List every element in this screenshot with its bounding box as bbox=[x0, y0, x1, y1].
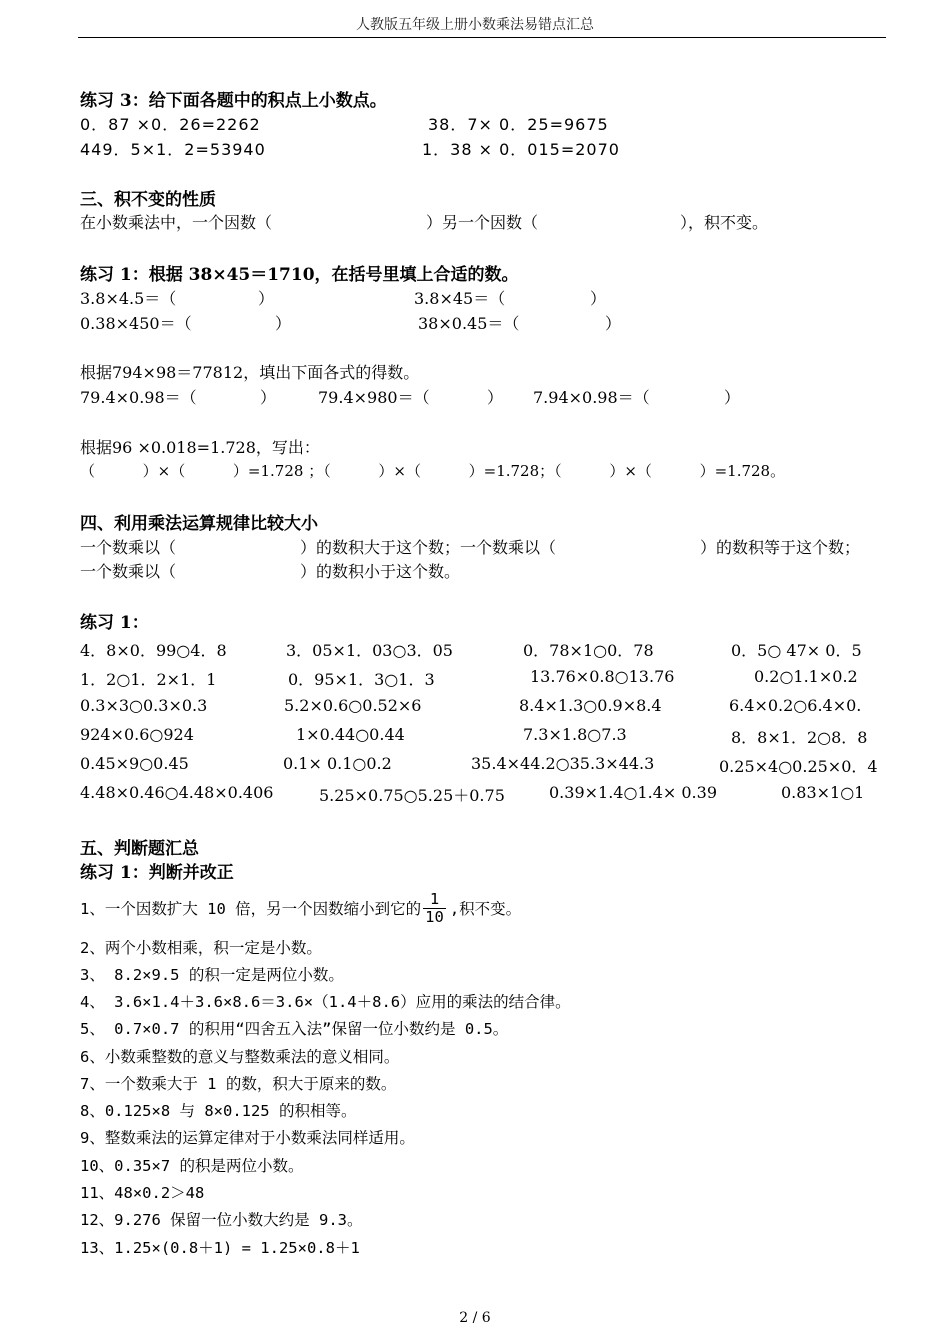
section4-line2-part: 一个数乘以（ bbox=[80, 562, 177, 581]
section4-title: 四、利用乘法运算规律比较大小 bbox=[80, 514, 318, 534]
practice3-item: 38．7× 0．25=9675 bbox=[428, 115, 609, 134]
compare-item: 6.4×0.2○6.4×0. bbox=[729, 696, 862, 715]
judgment-item-1-before: 1、一个因数扩大 10 倍，另一个因数缩小到它的 bbox=[80, 900, 422, 918]
compare-item: 0.39×1.4○1.4× 0.39 bbox=[549, 783, 717, 802]
judgment-item: 9、整数乘法的运算定律对于小数乘法同样适用。 bbox=[80, 1129, 415, 1147]
page-header-title: 人教版五年级上册小数乘法易错点汇总 bbox=[356, 17, 594, 33]
judgment-item: 10、0.35×7 的积是两位小数。 bbox=[80, 1157, 304, 1175]
compare-item: 13.76×0.8○13.76 bbox=[530, 667, 675, 686]
compare-item: 0．95×1．3○1．3 bbox=[288, 670, 435, 689]
section4-line1-part: ）的数积等于这个数； bbox=[700, 538, 861, 557]
compare-item: 0．5○ 47× 0．5 bbox=[731, 641, 862, 660]
section5-practice-title: 练习 1：判断并改正 bbox=[80, 863, 234, 883]
section5-title: 五、判断题汇总 bbox=[80, 839, 199, 859]
judgment-item: 13、1.25×(0.8＋1) = 1.25×0.8＋1 bbox=[80, 1239, 360, 1257]
section4-line1-part: 一个数乘以（ bbox=[80, 538, 177, 557]
exercise794-item: 7.94×0.98＝（ bbox=[533, 388, 650, 407]
compare-item: 1×0.44○0.44 bbox=[296, 725, 405, 744]
exercise794-item-close: ） bbox=[260, 388, 277, 407]
section3-title: 三、积不变的性质 bbox=[80, 190, 216, 210]
compare-item: 924×0.6○924 bbox=[80, 725, 194, 744]
fraction-numerator: 1 bbox=[423, 891, 446, 908]
header-rule bbox=[78, 37, 886, 38]
practice1a-item: 0.38×450＝（ bbox=[80, 314, 192, 333]
exercise794-item: 79.4×0.98＝（ bbox=[80, 388, 197, 407]
judgment-item-1 bbox=[80, 884, 521, 932]
compare-item: 3．05×1．03○3．05 bbox=[286, 641, 453, 660]
compare-item: 0.45×9○0.45 bbox=[80, 754, 189, 773]
compare-item: 8.4×1.3○0.9×8.4 bbox=[519, 696, 662, 715]
judgment-item-1-after: ,积不变。 bbox=[449, 900, 522, 918]
compare-item: 0.2○1.1×0.2 bbox=[754, 667, 858, 686]
judgment-item: 3、 8.2×9.5 的积一定是两位小数。 bbox=[80, 966, 344, 984]
compare-item: 4．8×0．99○4．8 bbox=[80, 641, 227, 660]
compare-item: 0.1× 0.1○0.2 bbox=[283, 754, 392, 773]
practice3-title: 练习 3：给下面各题中的积点上小数点。 bbox=[80, 91, 387, 111]
exercise794-item-close: ） bbox=[487, 388, 504, 407]
judgment-item: 8、0.125×8 与 8×0.125 的积相等。 bbox=[80, 1102, 357, 1120]
compare-item: 35.4×44.2○35.3×44.3 bbox=[471, 754, 655, 773]
practice1a-item-close: ） bbox=[258, 289, 275, 308]
compare-item: 1．2○1．2×1．1 bbox=[80, 670, 217, 689]
section3-text-part: 在小数乘法中，一个因数（ bbox=[80, 213, 273, 232]
judgment-item: 12、9.276 保留一位小数大约是 9.3。 bbox=[80, 1211, 363, 1229]
compare-item: 5.25×0.75○5.25＋0.75 bbox=[319, 786, 505, 805]
practice3-item: 449．5×1．2=53940 bbox=[80, 140, 266, 159]
practice1a-item: 3.8×4.5＝（ bbox=[80, 289, 177, 308]
judgment-item: 2、两个小数相乘，积一定是小数。 bbox=[80, 939, 322, 957]
judgment-item: 11、48×0.2＞48 bbox=[80, 1184, 205, 1202]
exercise96-line: （ ）×（ ）=1.728 ；（ ）×（ ）=1.728；（ ）×（ ）=1.728。 bbox=[80, 462, 786, 480]
judgment-item: 7、一个数乘大于 1 的数，积大于原来的数。 bbox=[80, 1075, 397, 1093]
compare-item: 5.2×0.6○0.52×6 bbox=[284, 696, 422, 715]
judgment-item: 4、 3.6×1.4＋3.6×8.6＝3.6×（1.4＋8.6）应用的乘法的结合律。 bbox=[80, 993, 571, 1011]
section4-line2-part: ）的数积小于这个数。 bbox=[300, 562, 461, 581]
section4-line1-part: ）的数积大于这个数；一个数乘以（ bbox=[300, 538, 557, 557]
practice1a-item-close: ） bbox=[275, 314, 292, 333]
practice3-item: 0．87 ×0．26=2262 bbox=[80, 115, 261, 134]
practice1a-title: 练习 1：根据 38×45＝1710，在括号里填上合适的数。 bbox=[80, 265, 519, 285]
compare-item: 4.48×0.46○4.48×0.406 bbox=[80, 783, 274, 802]
practice1b-title: 练习 1： bbox=[80, 613, 149, 633]
exercise794-item: 79.4×980＝（ bbox=[318, 388, 430, 407]
section3-text-part: ）另一个因数（ bbox=[426, 213, 539, 232]
compare-item: 0.3×3○0.3×0.3 bbox=[80, 696, 208, 715]
exercise96-intro: 根据96 ×0.018=1.728，写出： bbox=[80, 438, 320, 457]
practice3-item: 1．38 × 0．015=2070 bbox=[422, 140, 620, 159]
judgment-item: 6、小数乘整数的意义与整数乘法的意义相同。 bbox=[80, 1048, 400, 1066]
practice1a-item-close: ） bbox=[605, 314, 622, 333]
fraction-one-tenth bbox=[423, 891, 446, 925]
judgment-item: 5、 0.7×0.7 的积用“四舍五入法”保留一位小数约是 0.5。 bbox=[80, 1020, 509, 1038]
compare-item: 0.83×1○1 bbox=[781, 783, 865, 802]
exercise794-intro: 根据794×98＝77812，填出下面各式的得数。 bbox=[80, 363, 420, 382]
exercise794-item-close: ） bbox=[724, 388, 741, 407]
compare-item: 0.25×4○0.25×0．4 bbox=[719, 757, 878, 776]
practice1a-item: 38×0.45＝（ bbox=[418, 314, 520, 333]
compare-item: 0．78×1○0．78 bbox=[523, 641, 654, 660]
compare-item: 8．8×1．2○8．8 bbox=[731, 728, 868, 747]
section3-text-part: ），积不变。 bbox=[680, 213, 769, 232]
practice1a-item-close: ） bbox=[590, 289, 607, 308]
fraction-denominator: 10 bbox=[425, 907, 444, 926]
page-number: 2 / 6 bbox=[459, 1310, 491, 1326]
compare-item: 7.3×1.8○7.3 bbox=[523, 725, 627, 744]
practice1a-item: 3.8×45＝（ bbox=[414, 289, 506, 308]
